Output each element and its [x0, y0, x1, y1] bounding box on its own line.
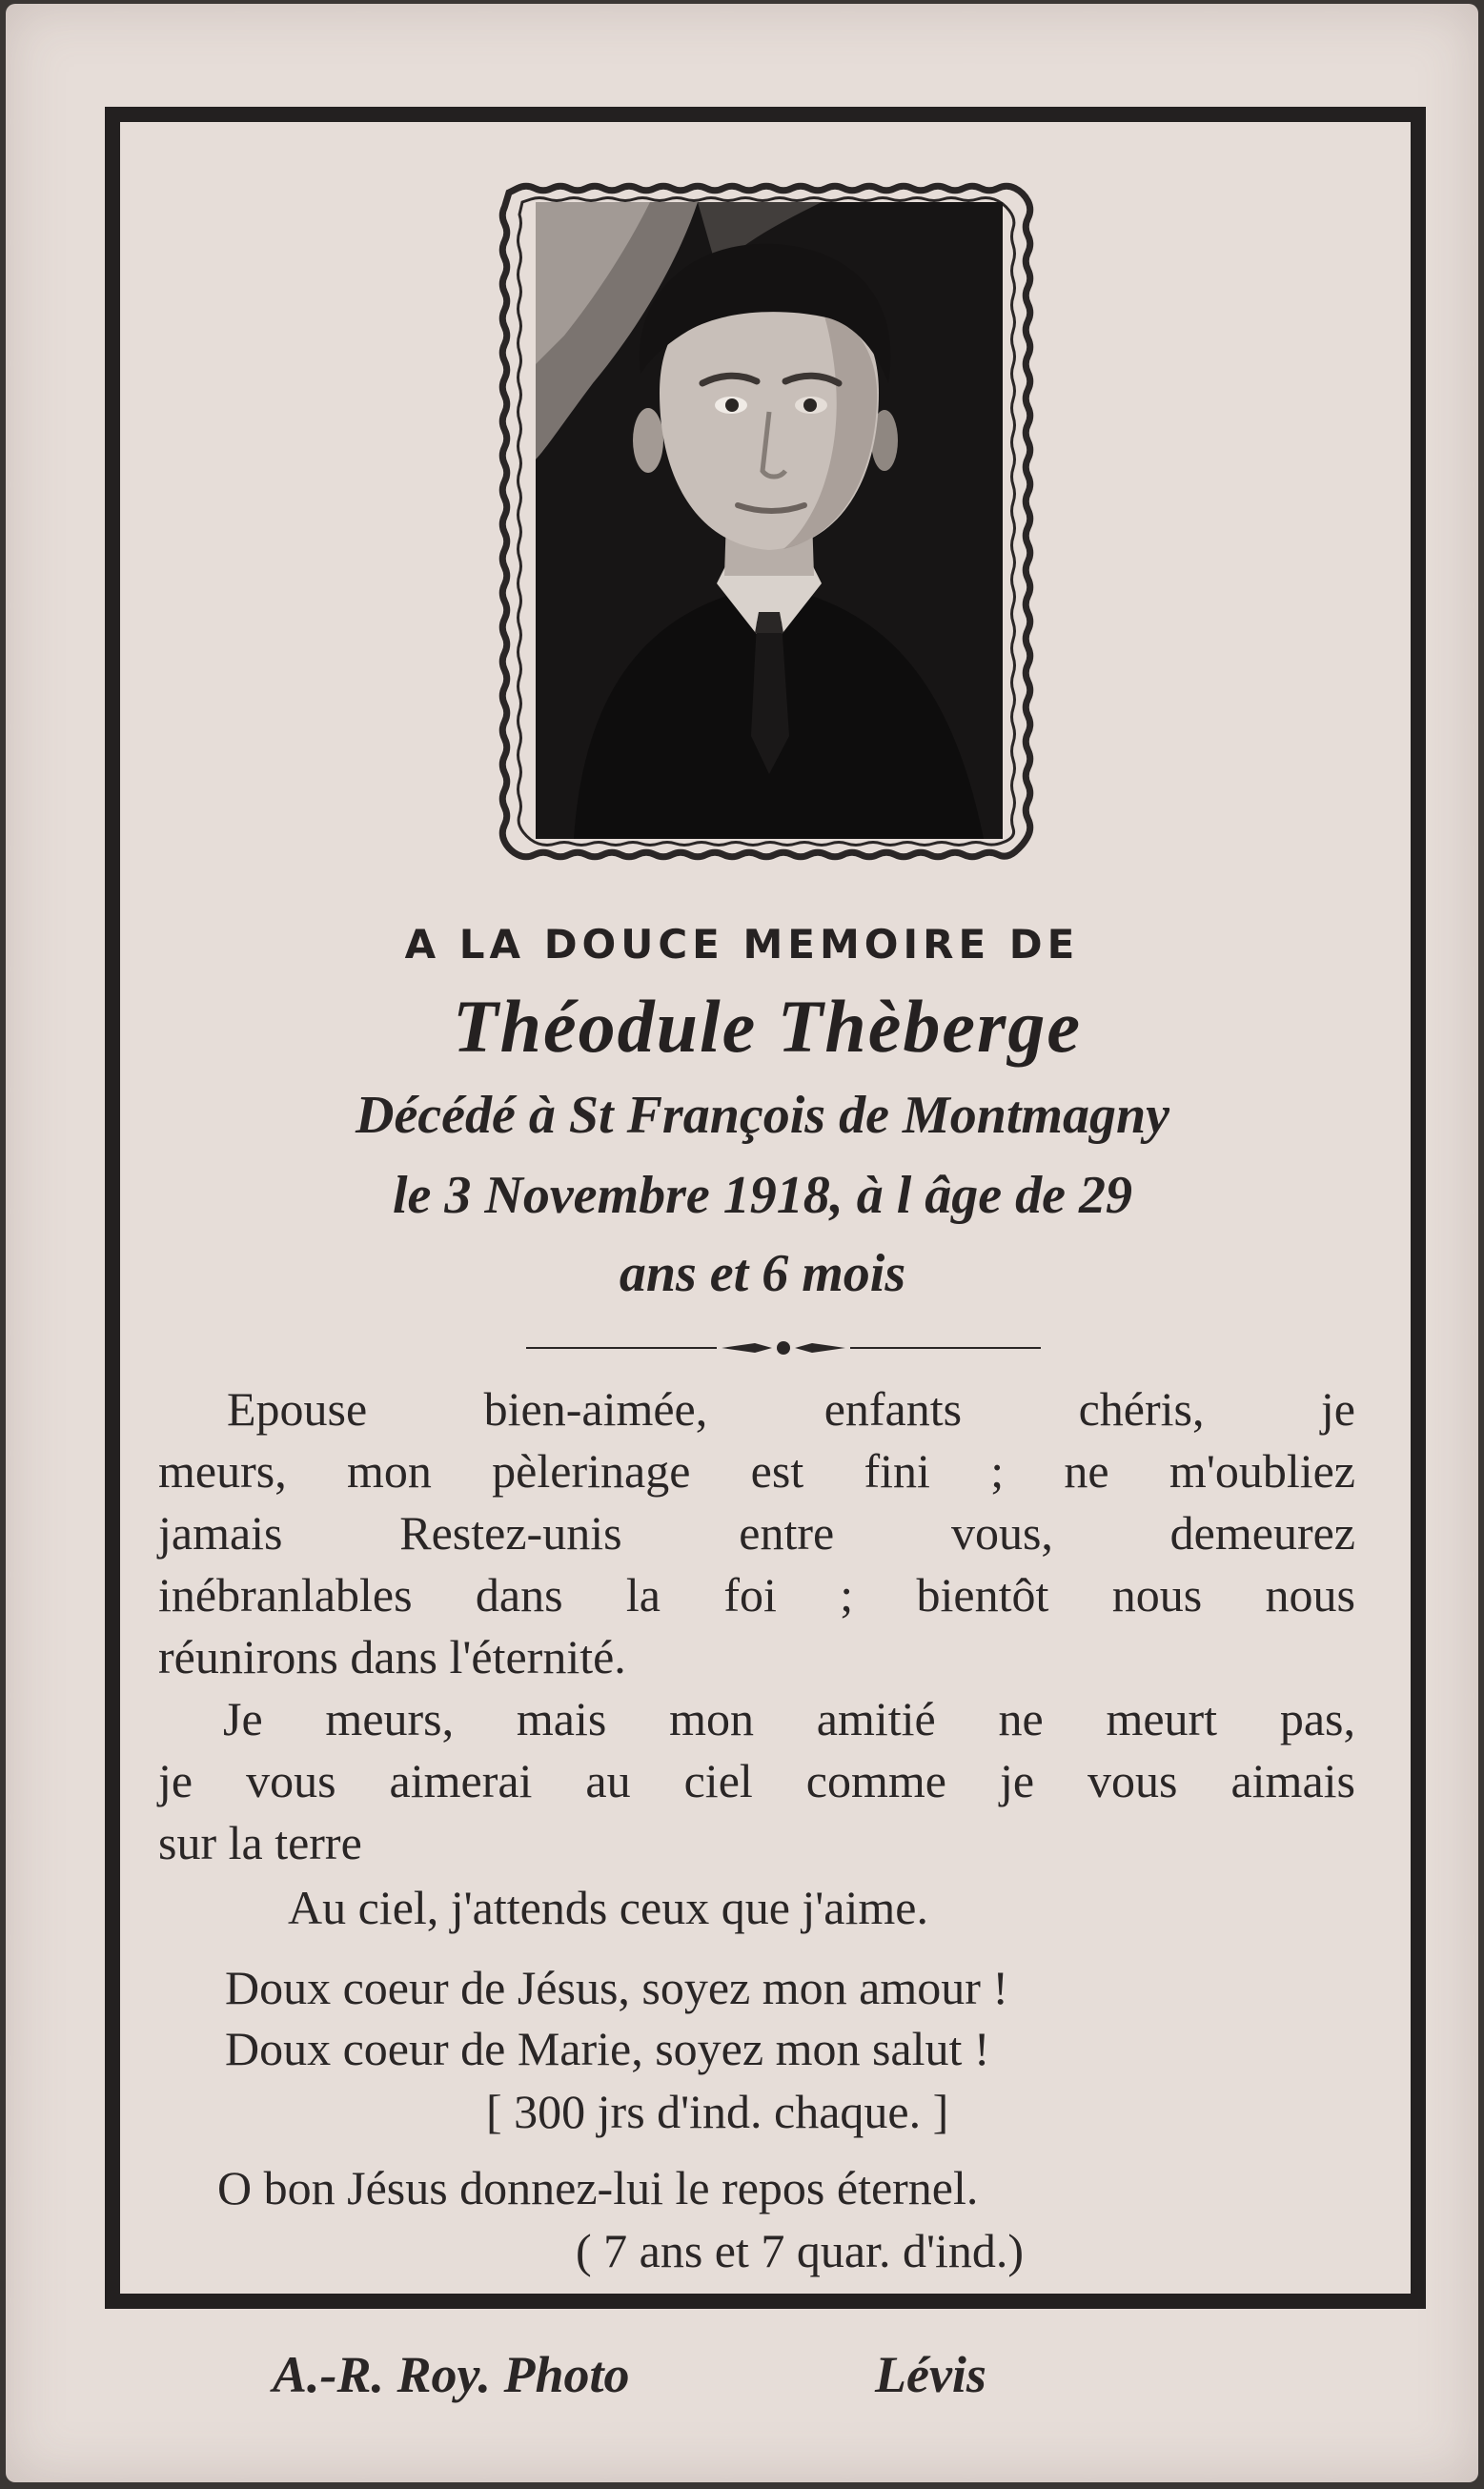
portrait-frame: [488, 177, 1045, 866]
farewell-line: réunirons dans l'éternité.: [158, 1630, 626, 1683]
portrait-photo: [536, 202, 1003, 839]
farewell-line: inébranlables dans la foi ; bientôt nous nous: [158, 1568, 1355, 1622]
friendship-line: sur la terre: [158, 1816, 362, 1869]
photographer-city: Lévis: [875, 2346, 986, 2403]
indulgence-note-1: [ 300 jrs d'ind. chaque. ]: [486, 2085, 949, 2138]
ornamental-separator: [526, 1338, 1041, 1357]
prayer-repose: O bon Jésus donnez-lui le repos éternel.: [217, 2161, 979, 2214]
heaven-line: Au ciel, j'attends ceux que j'aime.: [288, 1881, 928, 1934]
age-line: ans et 6 mois: [619, 1244, 906, 1303]
death-date-line: le 3 Novembre 1918, à l âge de 29: [392, 1166, 1133, 1225]
farewell-line: meurs, mon pèlerinage est fini ; ne m'oubliez: [158, 1444, 1355, 1498]
farewell-line: jamais Restez-unis entre vous, demeurez: [158, 1506, 1355, 1560]
prayer-marie: Doux coeur de Marie, soyez mon salut !: [225, 2022, 990, 2075]
friendship-line: je vous aimerai au ciel comme je vous aimais: [158, 1754, 1355, 1807]
friendship-paragraph: [158, 1688, 1355, 1874]
prayer-jesus: Doux coeur de Jésus, soyez mon amour !: [225, 1961, 1009, 2014]
farewell-line: Epouse bien-aimée, enfants chéris, je: [227, 1382, 1355, 1436]
photographer-credit: A.-R. Roy. Photo: [273, 2346, 630, 2403]
farewell-paragraph: [158, 1378, 1355, 1688]
friendship-line: Je meurs, mais mon amitié ne meurt pas,: [223, 1692, 1355, 1745]
memorial-heading: A LA DOUCE MEMOIRE DE: [404, 921, 1080, 968]
deceased-name: Théodule Thèberge: [452, 985, 1083, 1068]
death-place-line: Décédé à St François de Montmagny: [356, 1086, 1169, 1145]
indulgence-note-2: ( 7 ans et 7 quar. d'ind.): [576, 2224, 1025, 2277]
